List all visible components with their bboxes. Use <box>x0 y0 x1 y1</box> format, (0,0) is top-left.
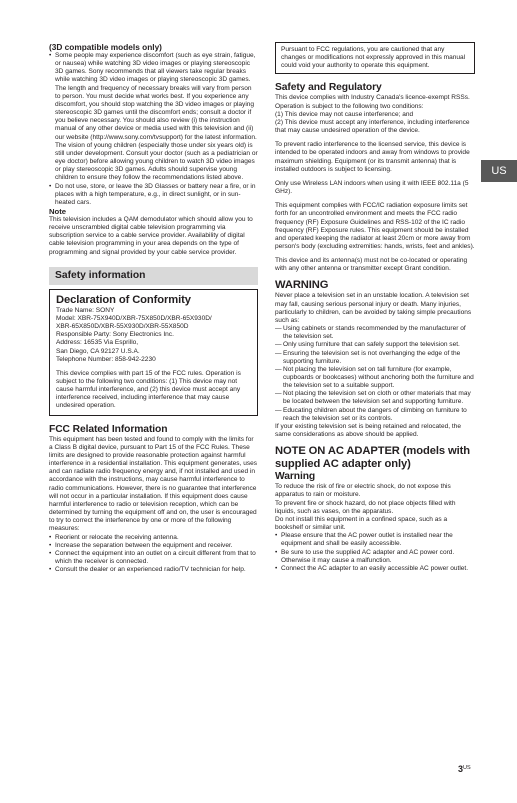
doc-line: XBR-65X850D/XBR-55X930D/XBR-55X850D <box>56 323 189 331</box>
ic-condition-1: (1) This device may not cause interference; and <box>275 110 414 118</box>
doc-line: Address: 16535 Via Esprillo, <box>56 339 139 347</box>
licensed-service-text: To prevent radio interference to the licensed service, this device is intended to be operated indoors and away from windows to provide maximum shielding. Equipment (or its transmit antenna) that is installed outdoors is subject to licensing. <box>275 141 470 173</box>
list-item: — Only using furniture that can safely support the television set. <box>275 341 475 349</box>
wlan-text: Only use Wireless LAN indoors when using it with IEEE 802.11a (5 GHz). <box>275 179 469 196</box>
rf-exposure-text: This equipment complies with FCC/IC radiation exposure limits set forth for an uncontrolled environment and meets the FCC radio frequency (RF) Exposure Guidelines and RSS-102 of the IC radio frequency (RF) Exposure rules. This equipment should be installed and operated keeping the radiator at least 20cm or more away from person's body (excluding extremities: hands, wrists, feet and ankles). <box>275 202 475 250</box>
ac-adapter-warning-heading: Warning <box>275 471 316 483</box>
page-number-suffix: US <box>463 765 471 771</box>
declaration-of-conformity-box <box>49 289 258 416</box>
list-item: • Reorient or relocate the receiving antenna. <box>49 534 258 542</box>
list-item: — Educating children about the dangers of climbing on furniture to reach the television set or its controls. <box>275 407 475 423</box>
colocation-text: This device and its antenna(s) must not be co-located or operating with any other antenna or transmitter except Grant condition. <box>275 257 468 273</box>
ac-adapter-heading: NOTE ON AC ADAPTER (models with supplied AC adapter only) <box>275 445 470 471</box>
list-item: • Connect the equipment into an outlet on a circuit different from that to which the receiver is connected. <box>49 550 258 566</box>
adapter-bullet-list <box>275 532 475 573</box>
doc-line: San Diego, CA 92127 U.S.A. <box>56 347 140 355</box>
list-item: — Not placing the television set on cloth or other materials that may be located between the television set and supporting furniture. <box>275 390 475 406</box>
list-item: — Not placing the television set on tall furniture (for example, cupboards or bookcases) without anchoring both the furniture and the television set to a suitable support. <box>275 366 475 390</box>
doc-line: Model: XBR-75X940D/XBR-75X850D/XBR-65X930D/ <box>56 314 212 322</box>
doc-line: Trade Name: SONY <box>56 306 115 314</box>
fcc-bullet-list <box>49 534 258 575</box>
list-item: • Consult the dealer or an experienced radio/TV technician for help. <box>49 566 258 574</box>
ic-text: This device complies with Industry Canada's licence-exempt RSSs. Operation is subject to the following two conditions: <box>275 94 470 110</box>
warning-heading: WARNING <box>275 279 329 292</box>
list-item: • Connect the AC adapter to an easily accessible AC power outlet. <box>275 565 475 573</box>
fcc-caution-box <box>275 42 475 74</box>
fcc-caution-text: Pursuant to FCC regulations, you are cautioned that any changes or modifications not expressly approved in this manual could void your authority to operate this equipment. <box>281 46 466 70</box>
list-item: • Increase the separation between the equipment and receiver. <box>49 542 258 550</box>
fcc-heading: FCC Related Information <box>49 423 168 435</box>
doc-compliance-text: This device complies with part 15 of the FCC rules. Operation is subject to the following two conditions: (1) This device may not cause harmful interference, and (2) this device must accept any interference received, including interference that may cause undesired operation. <box>56 369 241 410</box>
adapter-line: To prevent fire or shock hazard, do not place objects filled with liquids, such as vases, on the apparatus. <box>275 499 456 515</box>
list-item: — Using cabinets or stands recommended by the manufacturer of the television set. <box>275 325 475 341</box>
adapter-line: Do not install this equipment in a confined space, such as a bookshelf or similar unit. <box>275 515 448 532</box>
list-item: • Do not use, store, or leave the 3D Glasses or battery near a fire, or in places with a high temperature, e.g., in direct sunlight, or in sun-heated cars. <box>49 183 258 207</box>
page-number-value: 3 <box>458 764 464 774</box>
note-heading: Note <box>49 206 67 216</box>
safety-regulatory-heading: Safety and Regulatory <box>275 82 382 94</box>
page-number <box>458 763 471 775</box>
fcc-text: This equipment has been tested and found to comply with the limits for a Class B digital device, pursuant to Part 15 of the FCC Rules. These limits are designed to provide reasonable protection against harmful interference in a residential installation. This equipment generates, uses and can radiate radio frequency energy and, if not installed and used in accordance with the instructions, may cause harmful interference to radio communications. However, there is no guarantee that interference will not occur in a particular installation. If this equipment does cause harmful interference to radio or television reception, which can be determined by turning the equipment off and on, the user is encouraged to try to correct the interference by one or more of the following measures: <box>49 435 258 533</box>
list-item: • Some people may experience discomfort (such as eye strain, fatigue, or nausea) while watching 3D video images or playing stereoscopic 3D games. Sony recommends that all viewers take regular breaks while watching 3D video images or playing stereoscopic 3D games. The length and frequency of necessary breaks will vary from person to person. You must decide what works best. If you experience any discomfort, you should stop watching the 3D video images or playing stereoscopic 3D games until the discomfort ends; consult a doctor if you believe necessary. You should also review (i) the instruction manual of any other device or media used with this television and (ii) our website (http://www.sony.com/tvsupport) for the latest information. The vision of young children (especially those under six years old) is still under development. Consult your doctor (such as a pediatrician or eye doctor) before allowing young children to watch 3D video images or play stereoscopic 3D games. Adults should supervise young children to ensure they follow the recommendations listed above. <box>49 52 258 183</box>
ic-condition-2: (2) This device must accept any interference, including interference that may cause undesired operation of the device. <box>275 118 470 135</box>
right-column <box>275 42 475 573</box>
threed-heading: (3D compatible models only) <box>49 42 162 52</box>
list-item: • Be sure to use the supplied AC adapter and AC power cord. Otherwise it may cause a malfunction. <box>275 549 475 565</box>
warning-dash-list <box>275 325 475 423</box>
list-item: • Please ensure that the AC power outlet is installed near the equipment and shall be easily accessible. <box>275 532 475 548</box>
region-tab: US <box>481 160 517 182</box>
doc-line: Responsible Party: Sony Electronics Inc. <box>56 331 174 339</box>
declaration-heading: Declaration of Conformity <box>56 293 191 306</box>
doc-line: Telephone Number: 858-942-2230 <box>56 355 156 363</box>
warning-footer-text: If your existing television set is being retained and relocated, the same considerations as above should be applied. <box>275 422 461 439</box>
list-item: — Ensuring the television set is not overhanging the edge of the supporting furniture. <box>275 350 475 366</box>
threed-bullet-list <box>49 52 258 207</box>
adapter-line: To reduce the risk of fire or electric shock, do not expose this apparatus to rain or moisture. <box>275 483 451 499</box>
warning-text: Never place a television set in an unstable location. A television set may fall, causing serious personal injury or death. Many injuries, particularly to children, can be avoided by taking simple precautions such as: <box>275 292 472 324</box>
note-text: This television includes a QAM demodulator which should allow you to receive unscrambled digital cable television programming via subscription service to a cable service provider. Availability of digital cable television programming in your area depends on the type of programming and signal provided by your cable service provider. <box>49 215 253 256</box>
safety-information-heading: Safety information <box>49 267 258 285</box>
left-column <box>49 42 258 574</box>
